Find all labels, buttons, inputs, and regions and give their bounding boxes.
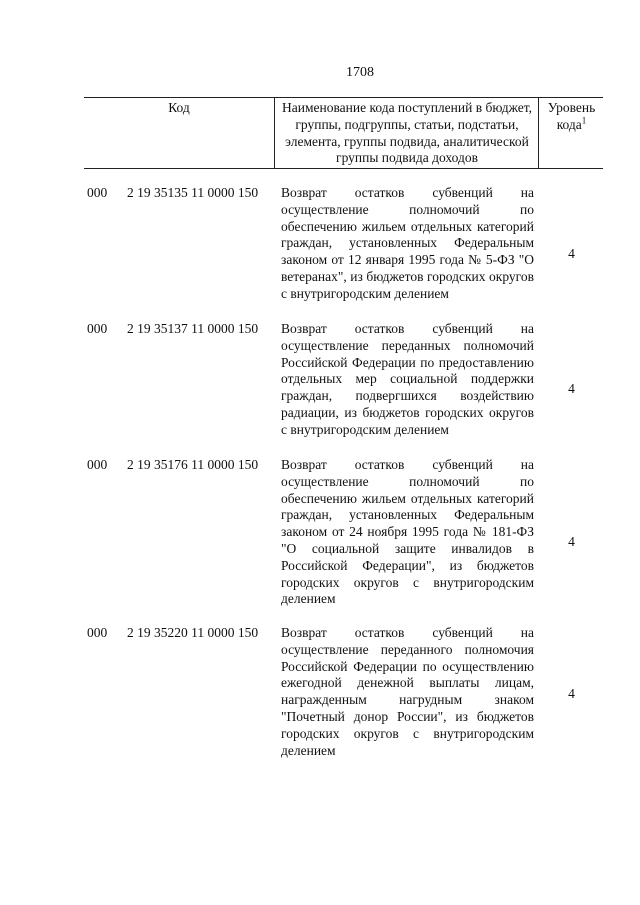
revenue-name: Возврат остатков субвенций на осуществление полномочий по обеспечению жильем отдельных категорий граждан, установленных Федеральным законом от 12 января 1995 года № 5-ФЗ "О ветеранах", из бюджетов городских округов с внутригородским делением bbox=[281, 185, 534, 301]
column-divider bbox=[274, 98, 275, 168]
table-header bbox=[84, 97, 603, 169]
revenue-code: 2 19 35220 11 0000 150 bbox=[127, 625, 259, 640]
header-name: Наименование кода поступлений в бюджет, группы, подгруппы, статьи, подстатьи, элемента, группы подвида, аналитической группы подвида доходов bbox=[281, 100, 532, 166]
revenue-code: 2 19 35176 11 0000 150 bbox=[127, 457, 259, 472]
code-level: 4 bbox=[568, 686, 575, 701]
revenue-code: 2 19 35137 11 0000 150 bbox=[127, 321, 259, 336]
admin-code: 000 bbox=[87, 625, 108, 640]
table-row bbox=[84, 625, 603, 765]
header-level-text: Уровень кода bbox=[547, 100, 596, 132]
column-divider bbox=[538, 98, 539, 168]
table-row bbox=[84, 321, 603, 456]
revenue-code: 2 19 35135 11 0000 150 bbox=[127, 185, 259, 200]
code-level: 4 bbox=[568, 246, 575, 261]
table-row bbox=[84, 457, 603, 625]
header-code: Код bbox=[168, 100, 190, 115]
admin-code: 000 bbox=[87, 321, 108, 336]
revenue-name: Возврат остатков субвенций на осуществление переданных полномочий Российской Федерации по предоставлению отдельных мер социальной поддержки граждан, подвергшихся воздействию радиации, из бюджетов городских округов с внутригородским делением bbox=[281, 321, 534, 437]
admin-code: 000 bbox=[87, 185, 108, 200]
page-number: 1708 bbox=[346, 65, 374, 80]
revenue-name: Возврат остатков субвенций на осуществление переданного полномочия Российской Федерации по осуществлению ежегодной денежной выплаты лицам, награжденным нагрудным знаком "Почетный донор России", из бюджетов городских округов с внутригородским делением bbox=[281, 625, 534, 758]
footnote-marker: 1 bbox=[581, 115, 587, 126]
header-level bbox=[540, 98, 603, 134]
revenue-name: Возврат остатков субвенций на осуществление полномочий по обеспечению жильем отдельных категорий граждан, установленных Федеральным законом от 24 ноября 1995 года № 181-ФЗ "О социальной защите инвалидов в Российской Федерации", из бюджетов городских округов с внутригородским делением bbox=[281, 457, 534, 607]
code-level: 4 bbox=[568, 534, 575, 549]
admin-code: 000 bbox=[87, 457, 108, 472]
table-row bbox=[84, 185, 603, 320]
code-level: 4 bbox=[568, 381, 575, 396]
